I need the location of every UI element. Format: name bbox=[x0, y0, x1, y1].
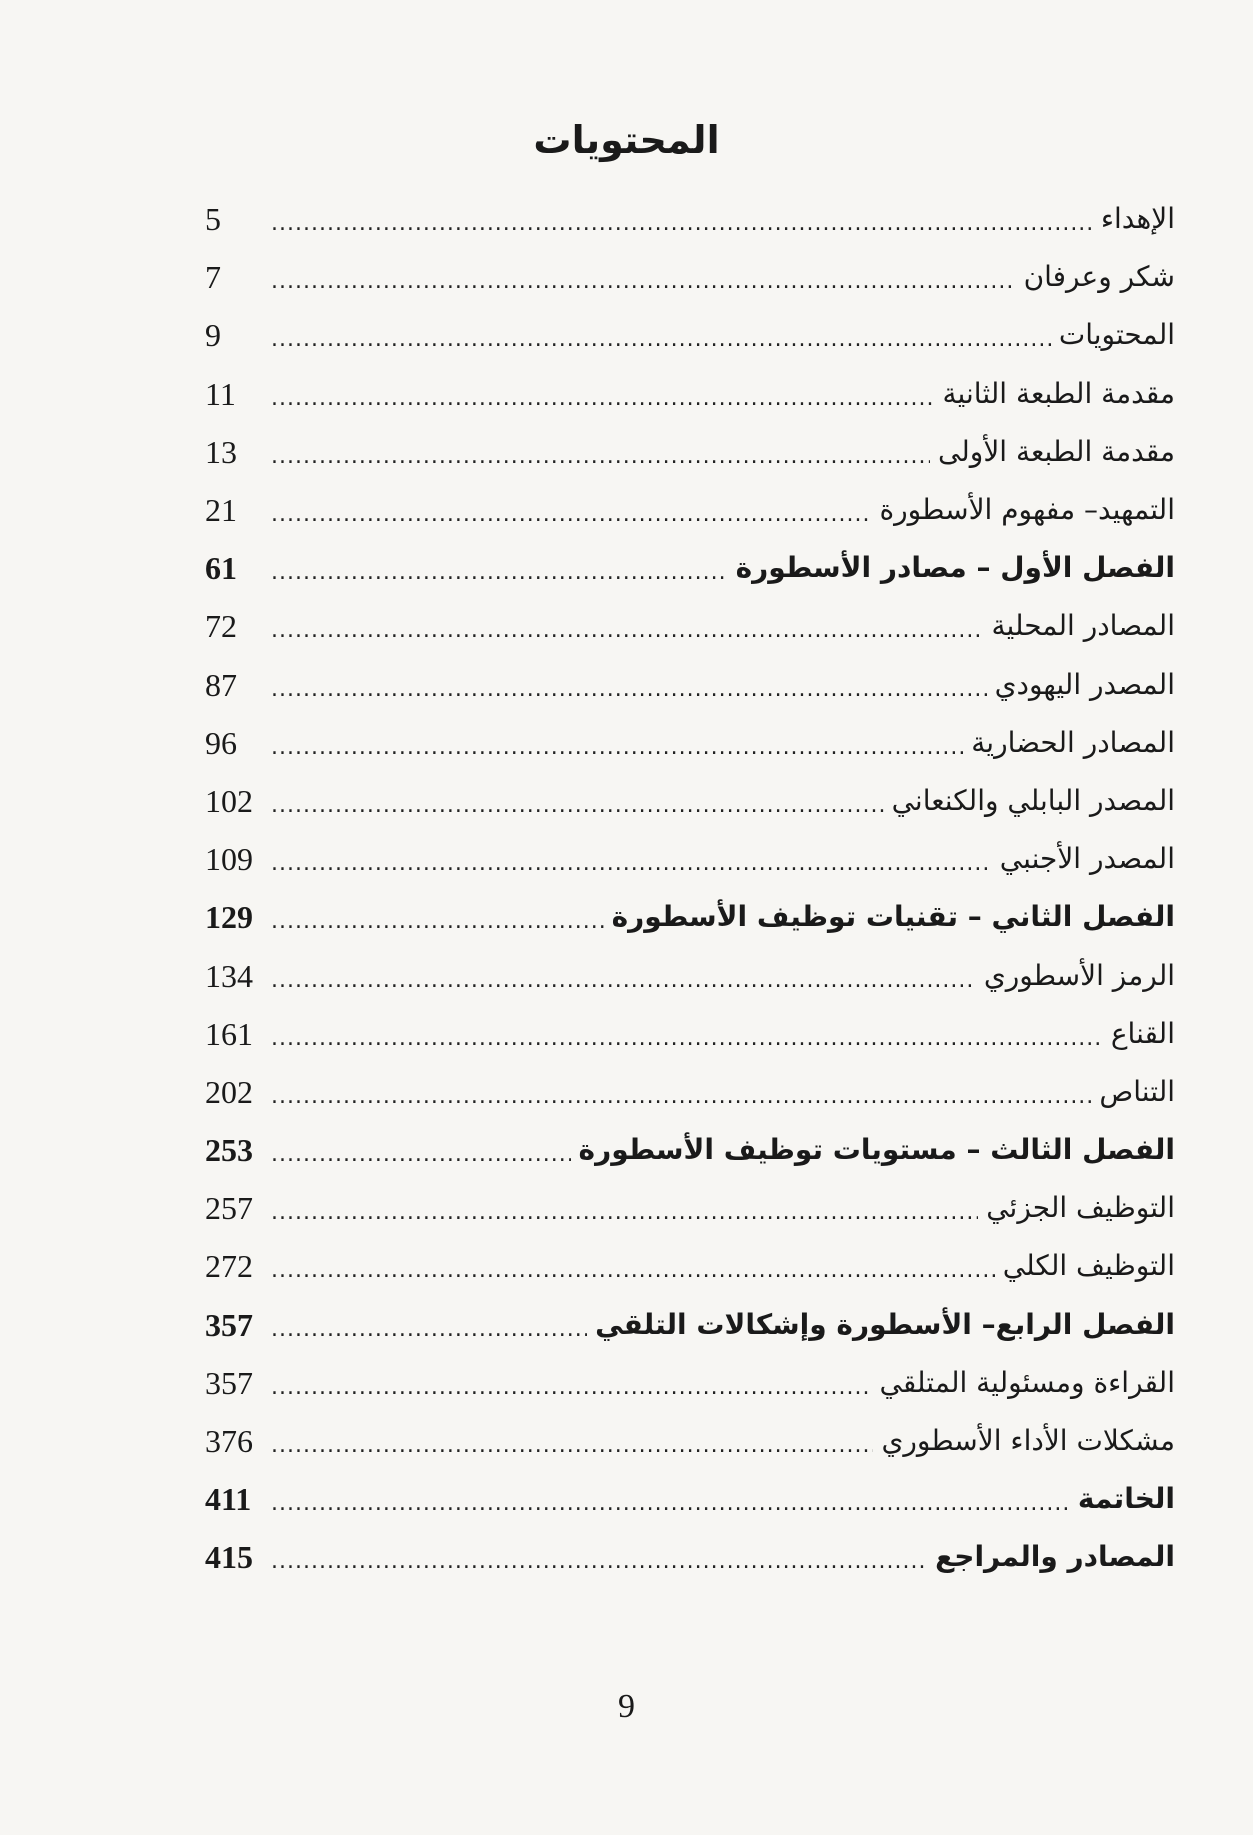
toc-page-number: 9 bbox=[205, 317, 221, 354]
toc-page-number: 129 bbox=[205, 899, 253, 936]
dot-leader bbox=[271, 911, 604, 933]
dot-leader bbox=[271, 795, 884, 817]
toc-entry-row bbox=[205, 423, 1175, 481]
toc-page-number: 272 bbox=[205, 1248, 253, 1285]
toc-chapter-row bbox=[205, 1528, 1175, 1586]
toc-entry-row bbox=[205, 248, 1175, 306]
toc-entry-title: المصدر الأجنبي bbox=[999, 842, 1175, 876]
table-of-contents bbox=[205, 190, 1175, 1587]
toc-chapter-row bbox=[205, 1296, 1175, 1354]
toc-page-number: 5 bbox=[205, 201, 221, 238]
toc-entry-title: التمهيد– مفهوم الأسطورة bbox=[879, 493, 1175, 527]
dot-leader bbox=[271, 1144, 571, 1166]
dot-leader bbox=[271, 853, 992, 875]
toc-page-number: 411 bbox=[205, 1481, 252, 1518]
dot-leader bbox=[271, 1551, 927, 1573]
toc-page-number: 7 bbox=[205, 259, 221, 296]
toc-entry-title: الخاتمة bbox=[1077, 1482, 1175, 1516]
toc-entry-title: مقدمة الطبعة الأولى bbox=[937, 434, 1175, 468]
dot-leader bbox=[271, 1493, 1070, 1515]
toc-entry-title: شكر وعرفان bbox=[1023, 260, 1175, 294]
page-number: 9 bbox=[618, 1688, 635, 1725]
toc-entry-title: مقدمة الطبعة الثانية bbox=[942, 376, 1175, 410]
toc-entry-row bbox=[205, 365, 1175, 423]
toc-entry-row bbox=[205, 1179, 1175, 1237]
toc-entry-title: القناع bbox=[1110, 1016, 1175, 1050]
toc-page-number: 357 bbox=[205, 1364, 253, 1401]
toc-entry-title: المصادر والمراجع bbox=[935, 1540, 1175, 1574]
toc-entry-row bbox=[205, 1005, 1175, 1063]
toc-entry-row bbox=[205, 306, 1175, 364]
dot-leader bbox=[271, 1377, 872, 1399]
toc-entry-row bbox=[205, 656, 1175, 714]
toc-entry-row bbox=[205, 772, 1175, 830]
dot-leader bbox=[271, 1435, 873, 1457]
toc-page-number: 87 bbox=[205, 666, 237, 703]
toc-page-number: 202 bbox=[205, 1073, 253, 1110]
toc-entry-title: الإهداء bbox=[1100, 202, 1175, 236]
toc-entry-title: المصادر المحلية bbox=[991, 609, 1175, 643]
dot-leader bbox=[271, 446, 930, 468]
toc-page-number: 61 bbox=[205, 550, 237, 587]
toc-entry-title: المحتويات bbox=[1058, 318, 1175, 352]
toc-page-number: 161 bbox=[205, 1015, 253, 1052]
toc-entry-row bbox=[205, 1237, 1175, 1295]
toc-entry-row bbox=[205, 946, 1175, 1004]
toc-entry-row bbox=[205, 597, 1175, 655]
toc-entry-row bbox=[205, 481, 1175, 539]
toc-entry-row bbox=[205, 714, 1175, 772]
dot-leader bbox=[271, 562, 728, 584]
dot-leader bbox=[271, 970, 976, 992]
toc-entry-row bbox=[205, 1354, 1175, 1412]
dot-leader bbox=[271, 679, 987, 701]
dot-leader bbox=[271, 1319, 587, 1341]
toc-page-number: 11 bbox=[205, 375, 236, 412]
toc-entry-title: المصادر الحضارية bbox=[971, 725, 1175, 759]
toc-entry-row bbox=[205, 1412, 1175, 1470]
toc-entry-row bbox=[205, 830, 1175, 888]
toc-page-number: 96 bbox=[205, 724, 237, 761]
toc-entry-title: التوظيف الكلي bbox=[1002, 1249, 1175, 1283]
toc-entry-title: مشكلات الأداء الأسطوري bbox=[881, 1424, 1175, 1458]
toc-page-number: 72 bbox=[205, 608, 237, 645]
toc-page-number: 415 bbox=[205, 1539, 253, 1576]
toc-entry-title: القراءة ومسئولية المتلقي bbox=[879, 1365, 1175, 1399]
dot-leader bbox=[271, 271, 1016, 293]
toc-chapter-row bbox=[205, 539, 1175, 597]
toc-page-number: 13 bbox=[205, 433, 237, 470]
dot-leader bbox=[271, 1202, 978, 1224]
toc-entry-title: التوظيف الجزئي bbox=[986, 1191, 1175, 1225]
dot-leader bbox=[271, 388, 935, 410]
toc-entry-title: الفصل الثالث – مستويات توظيف الأسطورة bbox=[578, 1133, 1175, 1167]
toc-page-number: 257 bbox=[205, 1190, 253, 1227]
toc-chapter-row bbox=[205, 1470, 1175, 1528]
dot-leader bbox=[271, 737, 963, 759]
toc-entry-title: المصدر اليهودي bbox=[994, 667, 1175, 701]
toc-page-number: 253 bbox=[205, 1132, 253, 1169]
toc-entry-title: الرمز الأسطوري bbox=[983, 958, 1175, 992]
toc-chapter-row bbox=[205, 1121, 1175, 1179]
dot-leader bbox=[271, 213, 1093, 235]
page-title: المحتويات bbox=[533, 118, 720, 162]
toc-entry-title: الفصل الثاني – تقنيات توظيف الأسطورة bbox=[611, 900, 1175, 934]
toc-page-number: 102 bbox=[205, 782, 253, 819]
dot-leader bbox=[271, 504, 871, 526]
toc-page-number: 376 bbox=[205, 1423, 253, 1460]
dot-leader bbox=[271, 329, 1051, 351]
toc-page-number: 134 bbox=[205, 957, 253, 994]
toc-entry-title: الفصل الأول – مصادر الأسطورة bbox=[735, 551, 1175, 585]
toc-entry-row bbox=[205, 190, 1175, 248]
dot-leader bbox=[271, 1086, 1091, 1108]
toc-entry-title: المصدر البابلي والكنعاني bbox=[891, 783, 1175, 817]
toc-page-number: 357 bbox=[205, 1306, 253, 1343]
dot-leader bbox=[271, 1028, 1103, 1050]
toc-page-number: 109 bbox=[205, 841, 253, 878]
toc-page-number: 21 bbox=[205, 492, 237, 529]
dot-leader bbox=[271, 1260, 995, 1282]
dot-leader bbox=[271, 620, 983, 642]
toc-entry-row bbox=[205, 1063, 1175, 1121]
toc-entry-title: التناص bbox=[1099, 1074, 1175, 1108]
toc-entry-title: الفصل الرابع– الأسطورة وإشكالات التلقي bbox=[595, 1307, 1175, 1341]
toc-chapter-row bbox=[205, 888, 1175, 946]
